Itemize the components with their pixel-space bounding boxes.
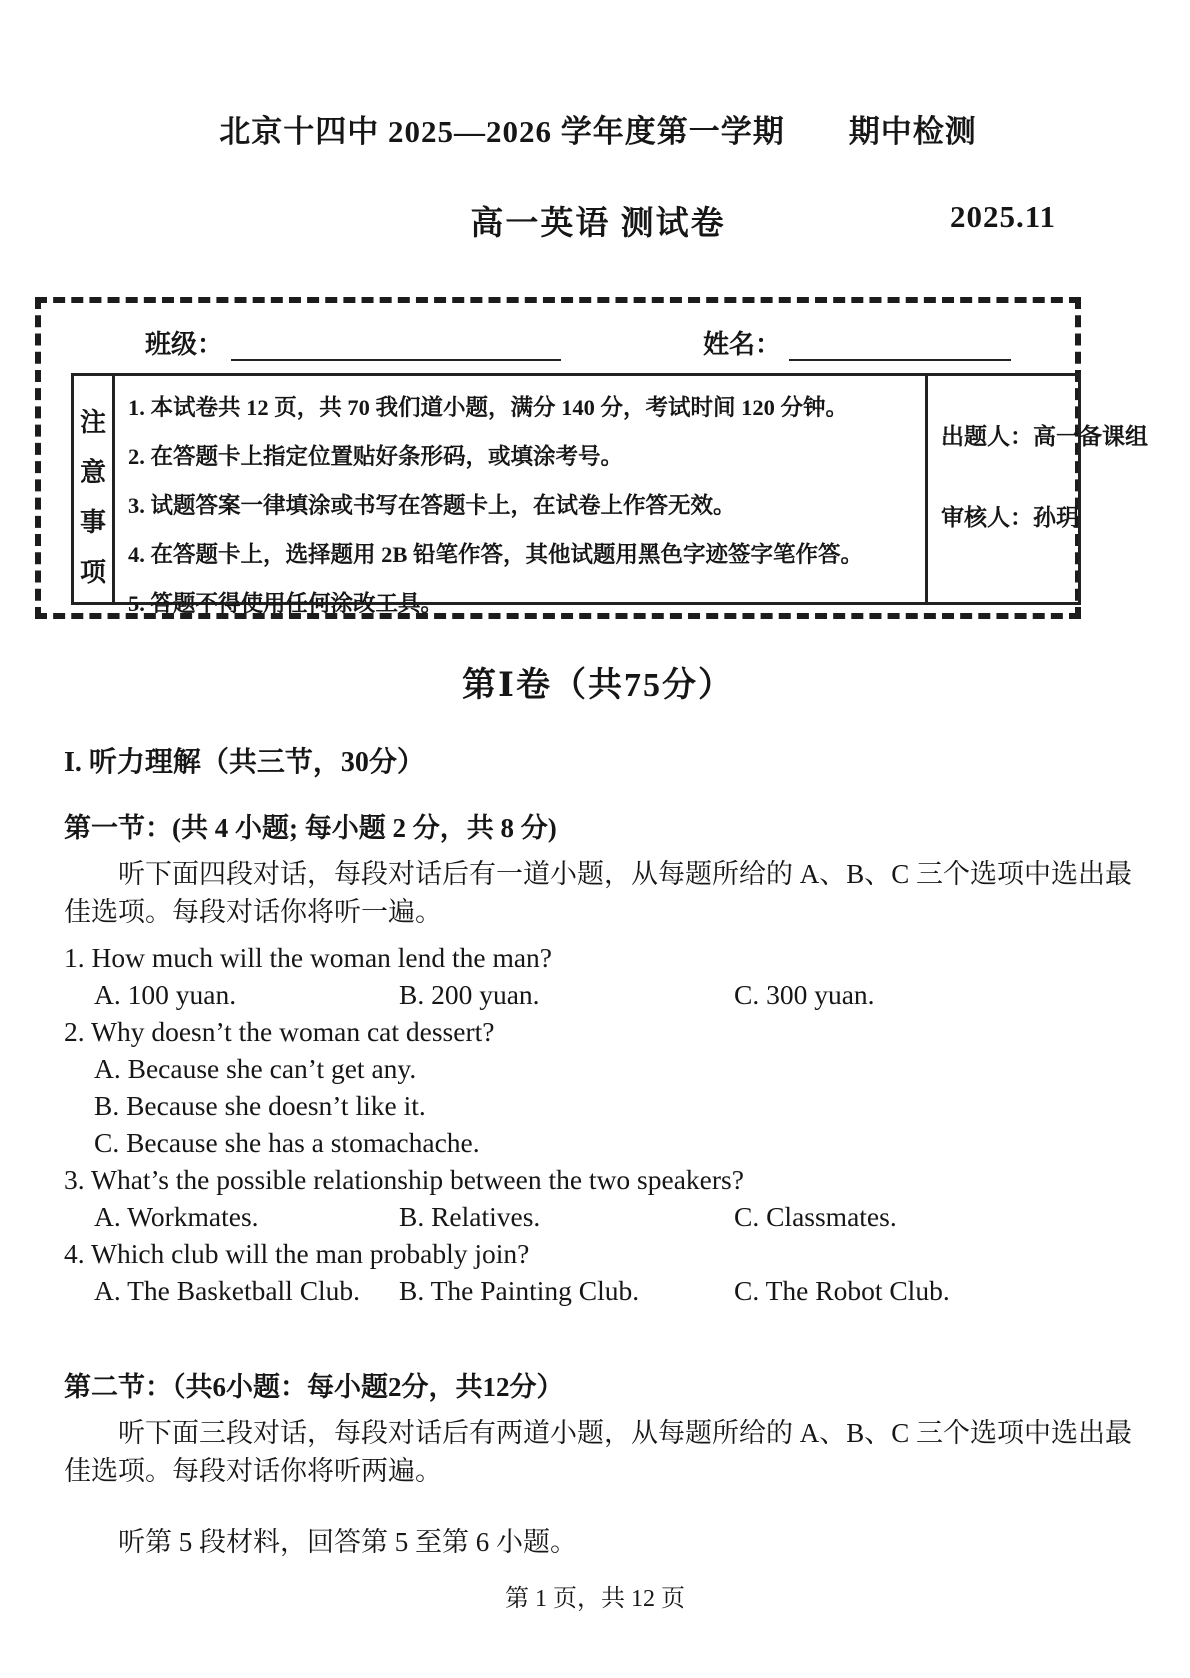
question-list xyxy=(64,939,1132,1309)
question-stem: 3. What’s the possible relationship between the two speakers? xyxy=(64,1164,744,1195)
class-label: 班级： xyxy=(145,330,224,359)
notice-char: 意 xyxy=(79,458,106,487)
notice-list xyxy=(115,376,928,616)
notice-item: 1. 本试卷共 12 页，共 70 我们道小题，满分 140 分，考试时间 120 分钟。 xyxy=(128,395,849,420)
option-row xyxy=(64,976,1132,1013)
exam-reviewer: 审核人：孙玥 xyxy=(941,505,1079,530)
listening-section-heading: I. 听力理解（共三节，30分） xyxy=(64,747,425,778)
option-a: A. 100 yuan. xyxy=(94,979,237,1010)
question-block-1 xyxy=(64,939,1132,1013)
question-stem: 2. Why doesn’t the woman cat dessert? xyxy=(64,1016,495,1047)
notice-char: 注 xyxy=(79,408,106,437)
section-one-intro: 听下面四段对话，每段对话后有一道小题，从每题所给的 A、B、C 三个选项中选出最佳选项。每段对话你将听一遍。 xyxy=(64,859,1133,927)
notice-item: 4. 在答题卡上，选择题用 2B 铅笔作答，其他试题用黑色字迹签字笔作答。 xyxy=(128,542,864,567)
question-block-4 xyxy=(64,1235,1132,1309)
exam-staff xyxy=(928,376,1148,602)
notice-char: 项 xyxy=(79,558,106,587)
exam-date: 2025.11 xyxy=(949,199,1056,234)
name-underline xyxy=(789,329,1011,361)
section-one-heading: 第一节：(共 4 小题; 每小题 2 分，共 8 分) xyxy=(64,813,557,843)
option-b: B. 200 yuan. xyxy=(399,979,540,1010)
subtitle-row xyxy=(64,197,1132,241)
name-label: 姓名： xyxy=(703,330,782,359)
name-group xyxy=(703,324,1011,361)
info-box xyxy=(35,297,1148,619)
question-block-2 xyxy=(64,1013,1132,1161)
part-title: 第Ⅰ卷（共75分） xyxy=(462,667,734,704)
question-stem: 4. Which club will the man probably join? xyxy=(64,1238,530,1269)
notice-char: 事 xyxy=(79,508,106,537)
option-row xyxy=(64,1272,1132,1309)
option-c: C. Classmates. xyxy=(734,1201,897,1232)
class-underline xyxy=(231,329,561,361)
notice-item: 5. 答题不得使用任何涂改工具。 xyxy=(128,591,444,616)
exam-setter: 出题人：高一备课组 xyxy=(941,424,1148,449)
section-two-intro: 听下面三段对话，每段对话后有两道小题，从每题所给的 A、B、C 三个选项中选出最佳选项。每段对话你将听两遍。 xyxy=(64,1418,1133,1486)
question-stem: 1. How much will the woman lend the man? xyxy=(64,942,553,973)
notice-item: 2. 在答题卡上指定位置贴好条形码，或填涂考号。 xyxy=(128,444,624,469)
section-two-heading: 第二节：（共6小题：每小题2分，共12分） xyxy=(64,1372,564,1402)
option-b: B. Because she doesn’t like it. xyxy=(94,1090,426,1121)
option-a: A. The Basketball Club. xyxy=(94,1275,361,1306)
option-b: B. Relatives. xyxy=(399,1201,541,1232)
option-a: A. Because she can’t get any. xyxy=(94,1053,417,1084)
fill-in-row xyxy=(41,321,1075,361)
page-footer: 第 1 页，共 12 页 xyxy=(505,1586,685,1612)
material-prompt: 听第 5 段材料，回答第 5 至第 6 小题。 xyxy=(118,1527,577,1557)
option-row xyxy=(64,1198,1132,1235)
notice-sidebar-label xyxy=(74,376,115,602)
option-b: B. The Painting Club. xyxy=(399,1275,640,1306)
option-c: C. Because she has a stomachache. xyxy=(94,1127,480,1158)
page-title: 北京十四中 2025—2026 学年度第一学期 期中检测 xyxy=(219,114,977,149)
exam-subtitle: 高一英语 测试卷 xyxy=(470,206,726,242)
notice-table xyxy=(71,373,1148,616)
option-c: C. 300 yuan. xyxy=(734,979,875,1010)
option-stack xyxy=(64,1050,1132,1161)
question-block-3 xyxy=(64,1161,1132,1235)
notice-item: 3. 试题答案一律填涂或书写在答题卡上，在试卷上作答无效。 xyxy=(128,493,736,518)
option-c: C. The Robot Club. xyxy=(734,1275,950,1306)
option-a: A. Workmates. xyxy=(94,1201,259,1232)
